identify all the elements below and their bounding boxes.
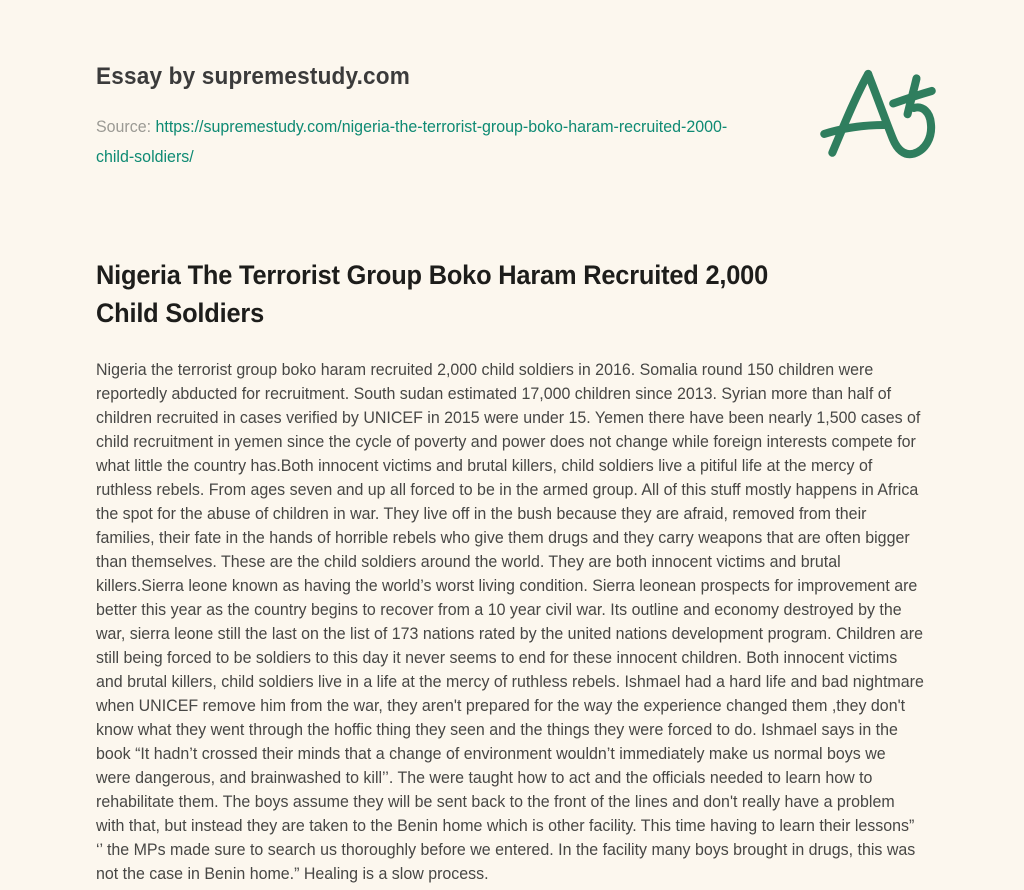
source-label: Source: [96, 117, 152, 136]
source-line [96, 112, 924, 172]
essay-title-line2: Child Soldiers [96, 298, 265, 328]
essay-title [96, 256, 924, 332]
source-link[interactable] [96, 117, 727, 166]
source-url-line2: child-soldiers/ [96, 147, 194, 166]
page-header-title: Essay by supremestudy.com [96, 63, 410, 90]
content-column [96, 62, 924, 886]
essay-title-line1: Nigeria The Terrorist Group Boko Haram Recruited 2,000 [96, 260, 769, 290]
essay-body-paragraph: Nigeria the terrorist group boko haram recruited 2,000 child soldiers in 2016. Somalia round 150 children were reportedly abducted for recruitment. South sudan estimated 17,000 children since 2013. Syrian more than half of children recruited in cases verified by UNICEF in 2015 were under 15. Yemen there have been nearly 1,500 cases of child recruitment in yemen since the cycle of poverty and power does not change while foreign interests compete for what little the country has.Both innocent victims and brutal killers, child soldiers live a pitiful life at the mercy of ruthless rebels. From ages seven and up all forced to be in the armed group. All of this stuff mostly happens in Africa the spot for the abuse of children in war. They live off in the bush because they are afraid, removed from their families, their fate in the hands of horrible rebels who give them drugs and they carry weapons that are often bigger than themselves. These are the child soldiers around the world. They are both innocent victims and brutal killers.Sierra leone known as having the world’s worst living condition. Sierra leonean prospects for improvement are better this year as the country begins to recover from a 10 year civil war. Its outline and economy destroyed by the war, sierra leone still the last on the list of 173 nations rated by the united nations development program. Children are still being forced to be soldiers to this day it never seems to end for these innocent children. Both innocent victims and brutal killers, child soldiers live in a life at the mercy of ruthless rebels. Ishmael had a hard life and bad nightmare when UNICEF remove him from the war, they aren't prepared for the way the experience changed them ,they don't know what they went through the hoffic thing they seen and the things they were forced to do. Ishmael says in the book “It hadn’t crossed their minds that a change of environment wouldn’t immediately make us normal boys we were dangerous, and brainwashed to kill’’. The were taught how to act and the officials needed to learn how to rehabilitate them. The boys assume they will be sent back to the front of the lines and don't really have a problem with that, but instead they are taken to the Benin home which is other facility. This time having to learn their lessons” ‘’ the MPs made sure to search us thoroughly before we entered. In the facility many boys brought in drugs, this was not the case in Benin home.” Healing is a slow process. [96, 360, 924, 883]
source-url-line1: https://supremestudy.com/nigeria-the-terrorist-group-boko-haram-recruited-2000- [155, 117, 728, 136]
